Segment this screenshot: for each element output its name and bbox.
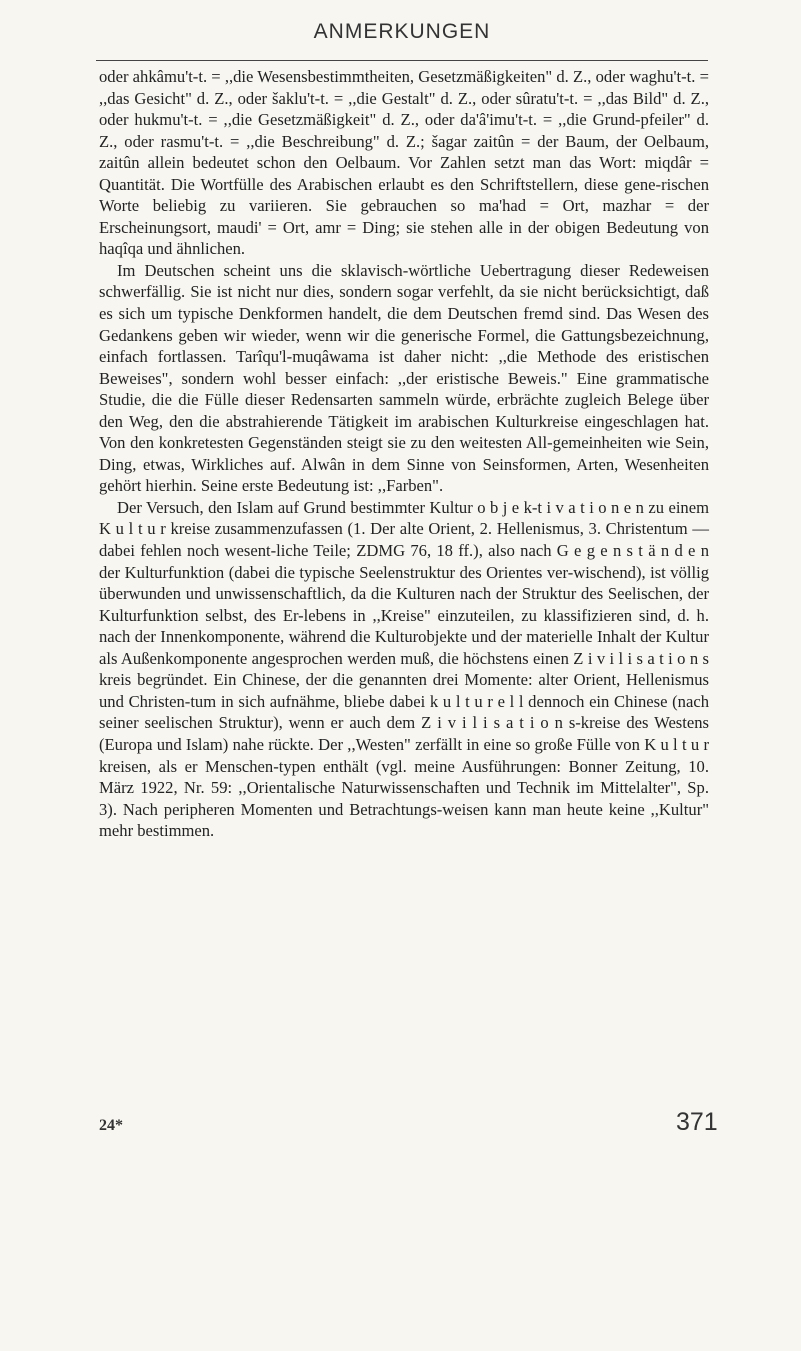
paragraph-2: Im Deutschen scheint uns die sklavisch-wörtliche Uebertragung dieser Redeweisen schwerfällig. Sie ist nicht nur dies, sondern sogar verfehlt, da sie nicht berücksichtigt, daß es sich um typische Denkformen handelt, die dem Deutschen fremd sind. Das Wesen des Gedankens geben wir wieder, wenn wir die generische Formel, die Gattungsbezeichnung, einfach fortlassen. Tarîqu'l-muqâwama ist daher nicht: ,,die Methode des eristischen Beweises", sondern wohl besser einfach: ,,der eristische Beweis." Eine grammatische Studie, die die Fülle dieser Redensarten sammeln würde, erbrächte zugleich Belege über den Weg, den die abstrahierende Tätigkeit im arabischen Kulturkreise eingeschlagen hat. Von den konkretesten Gegenständen steigt sie zu den weitesten All-gemeinheiten wie Sein, Ding, etwas, Wirkliches auf. Alwân in dem Sinne von Seinsformen, Arten, Wesenheiten gehört hierhin. Seine erste Bedeutung ist: ,,Farben". [99,260,709,496]
running-header: ANMERKUNGEN [313,20,491,43]
paragraph-3: Der Versuch, den Islam auf Grund bestimmter Kultur o b j e k-t i v a t i o n e n zu einem K u l t u r kreise zusammenzufassen (1. Der alte Orient, 2. Hellenismus, 3. Christentum — dabei fehlen noch wesent-liche Teile; ZDMG 76, 18 ff.), also nach G e g e n s t ä n d e n der Kulturfunktion (dabei die typische Seelenstruktur des Orientes ver-wischend), ist völlig überwunden und unwissenschaftlich, da die Kulturen nach der Struktur des Seelischen, der Kulturfunktion selbst, des Er-lebens in ,,Kreise" einzuteilen, zu klassifizieren sind, d. h. nach der Innenkomponente, während die Kulturobjekte und der materielle Inhalt der Kultur als Außenkomponente angesprochen werden muß, die höchstens einen Z i v i l i s a t i o n s kreis begründet. Ein Chinese, der die genannten drei Momente: alter Orient, Hellenismus und Christen-tum in sich aufnähme, bliebe dabei k u l t u r e l l dennoch ein Chinese (nach seiner seelischen Struktur), wenn er auch dem Z i v i l i s a t i o n s-kreise des Westens (Europa und Islam) nahe rückte. Der ,,Westen" zerfällt in eine so große Fülle von K u l t u r kreisen, als er Menschen-typen enthält (vgl. meine Ausführungen: Bonner Zeitung, 10. März 1922, Nr. 59: ,,Orientalische Naturwissenschaften und Technik im Mittelalter", Sp. 3). Nach peripheren Momenten und Betrachtungs-weisen kann man heute keine ,,Kultur" mehr bestimmen. [99,497,709,841]
body-text [99,66,709,842]
paragraph-1: oder ahkâmu't-t. = ,,die Wesensbestimmtheiten, Gesetzmäßigkeiten" d. Z., oder waghu't-t. = ,,das Gesicht" d. Z., oder šaklu't-t. = ,,die Gestalt" d. Z., oder sûratu't-t. = ,,das Bild" d. Z., oder hukmu't-t. = ,,die Gesetzmäßigkeit" d. Z., oder da'â'imu't-t. = ,,die Grund-pfeiler" d. Z., oder rasmu't-t. = ,,die Beschreibung" d. Z.; šagar zaitûn = der Baum, der Oelbaum, zaitûn allein bedeutet schon den Oelbaum. Vor Zahlen setzt man das Wort: miqdâr = Quantität. Die Wortfülle des Arabischen erlaubt es den Schriftstellern, diese gene-rischen Worte beliebig zu variieren. Sie gebrauchen so ma'had = Ort, mazhar = der Erscheinungsort, maudi' = Ort, amr = Ding; sie stehen alle in der obigen Bedeutung von haqîqa und ähnlichen. [99,67,709,259]
header-rule [96,60,708,61]
signature-mark: 24* [99,1117,123,1134]
page-number: 371 [676,1108,718,1136]
